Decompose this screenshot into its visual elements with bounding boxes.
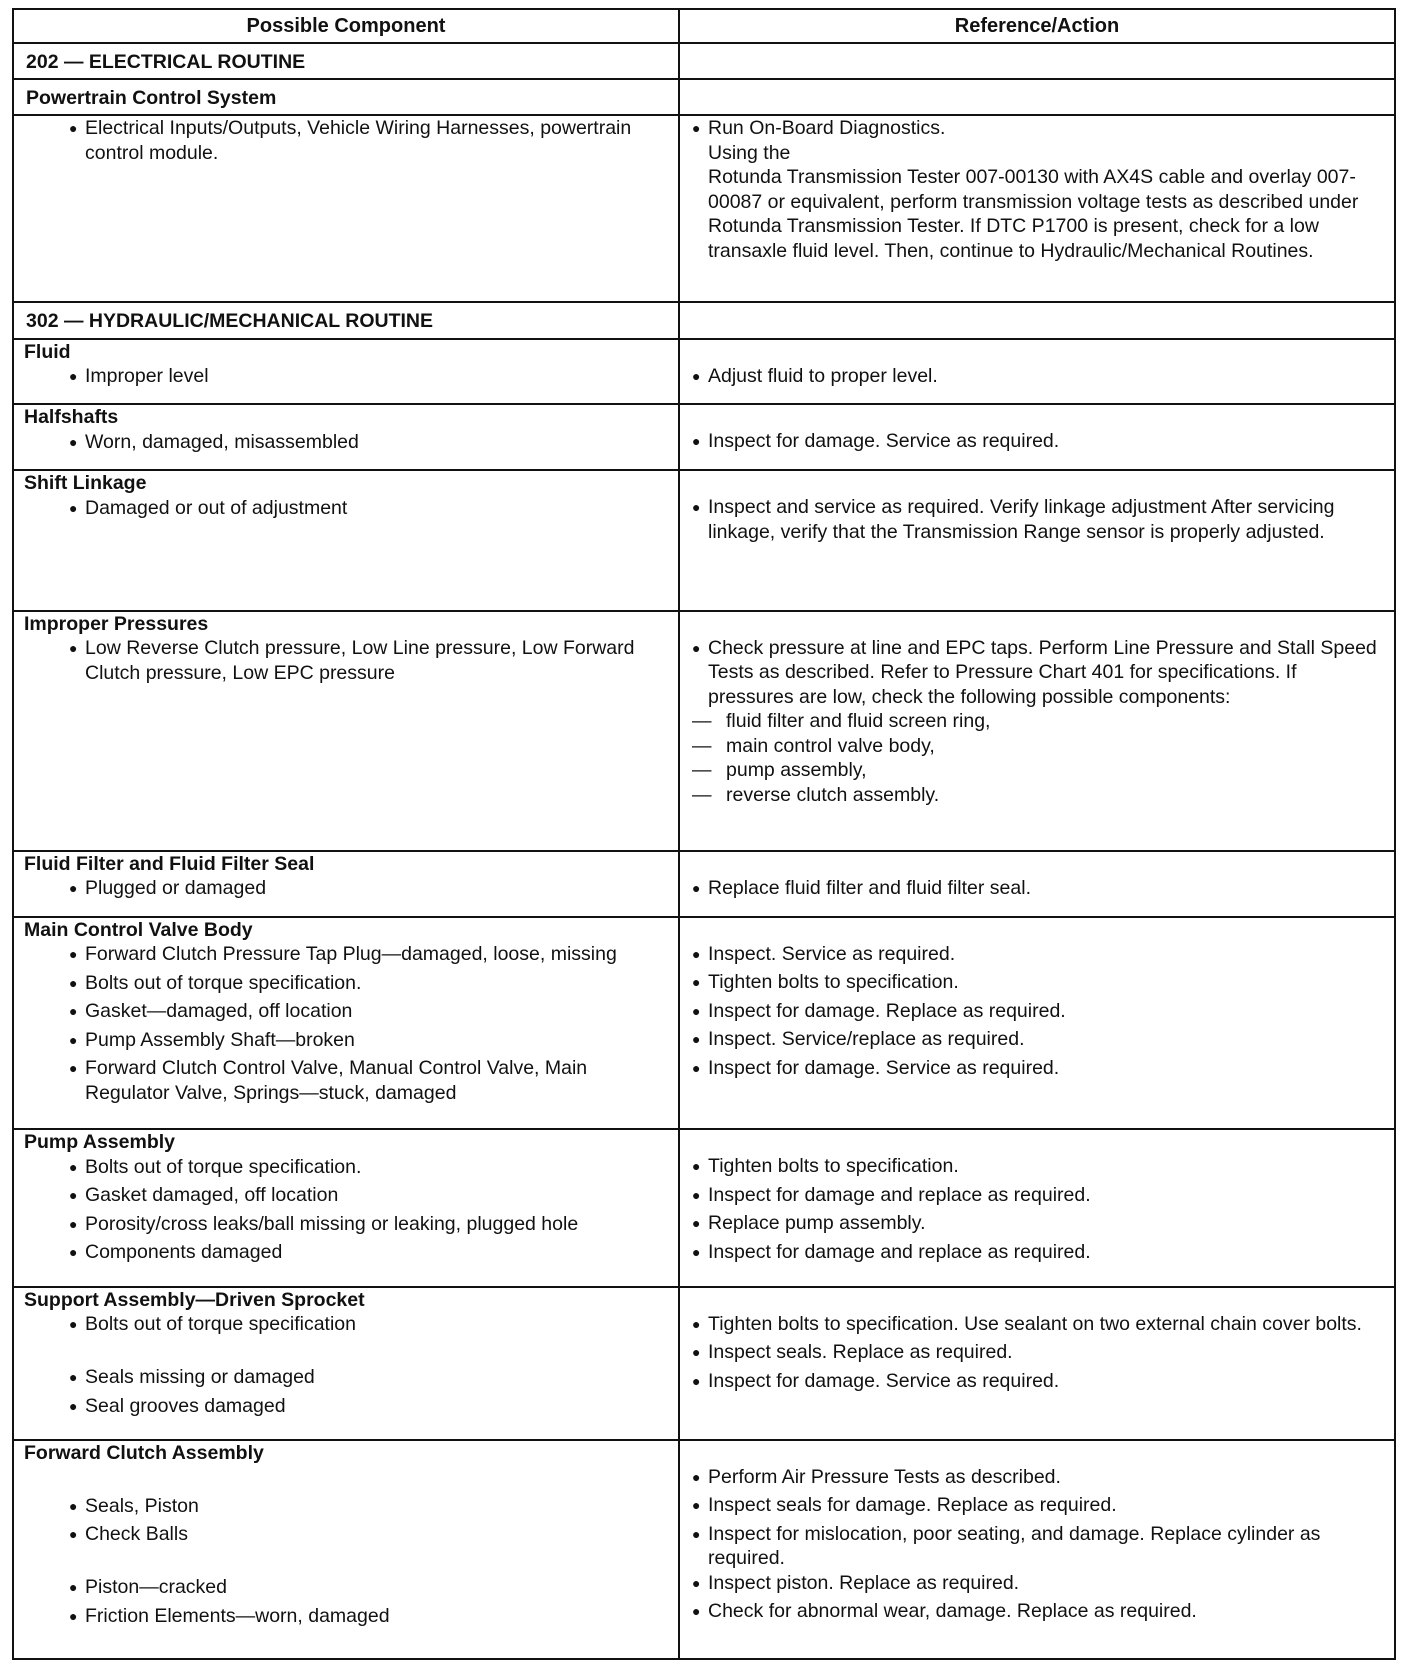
action-item — [680, 999, 1394, 1028]
action-item — [680, 1154, 1394, 1183]
group-heading: Main Control Valve Body — [24, 918, 253, 941]
action-item — [680, 1465, 1394, 1494]
action-cell — [679, 611, 1395, 851]
component-item — [14, 876, 678, 905]
action-item — [680, 1056, 1394, 1109]
bullet-text: ● Inspect seals. Replace as required. — [692, 1340, 1384, 1365]
bullet-text: ● Porosity/cross leaks/ball missing or leaking, plugged hole — [69, 1212, 670, 1237]
bullet-text: ● Damaged or out of adjustment — [69, 496, 670, 521]
table-row — [13, 79, 1395, 115]
bullet-text: ● Inspect for damage. Service as required. — [692, 1369, 1384, 1394]
action-cell — [679, 851, 1395, 917]
component-item — [14, 636, 678, 738]
section-title: 202 — ELECTRICAL ROUTINE — [13, 43, 679, 79]
header-reference-action: Reference/Action — [679, 9, 1395, 43]
bullet-text: ● Bolts out of torque specification. — [69, 971, 670, 996]
bullet-text: ● Bolts out of torque specification — [69, 1312, 670, 1337]
component-item — [14, 430, 678, 459]
bullet-text: ● Tighten bolts to specification. Use sealant on two external chain cover bolts. — [692, 1312, 1384, 1337]
action-item — [680, 429, 1394, 458]
action-cell — [679, 115, 1395, 302]
component-item — [14, 496, 678, 574]
header-possible-component: Possible Component — [13, 9, 679, 43]
table-row — [13, 339, 1395, 405]
table-header-row — [13, 9, 1395, 43]
action-cell — [679, 1129, 1395, 1286]
table-row — [13, 1287, 1395, 1440]
component-item — [14, 1365, 678, 1394]
bullet-text: ● Inspect and service as required. Verify linkage adjustment After servicing linkage, verify that the Transmission Range sensor is properly adjusted. — [692, 495, 1384, 544]
bullet-text: ● Inspect for damage. Replace as required. — [692, 999, 1384, 1024]
bullet-text: ● Inspect. Service as required. — [692, 942, 1384, 967]
action-item — [680, 1369, 1394, 1398]
bullet-text: ● Seals, Piston — [69, 1494, 670, 1519]
action-item — [680, 495, 1394, 544]
group-heading: Support Assembly—Driven Sprocket — [24, 1288, 365, 1311]
bullet-text: ● Plugged or damaged — [69, 876, 670, 901]
action-item — [680, 970, 1394, 999]
action-item — [680, 1312, 1394, 1341]
component-cell — [13, 1129, 679, 1286]
action-cell — [679, 1287, 1395, 1440]
table-row — [13, 43, 1395, 79]
component-cell — [13, 1440, 679, 1659]
bullet-text: ● Pump Assembly Shaft—broken — [69, 1028, 670, 1053]
bullet-text: ● Friction Elements—worn, damaged — [69, 1604, 670, 1629]
action-cell — [679, 339, 1395, 405]
group-heading: Fluid Filter and Fluid Filter Seal — [24, 852, 315, 875]
bullet-text: ● Inspect for damage and replace as required. — [692, 1240, 1384, 1265]
bullet-text: ● Inspect. Service/replace as required. — [692, 1027, 1384, 1052]
spacer — [680, 340, 1394, 364]
bullet-text: ● Bolts out of torque specification. — [69, 1155, 670, 1180]
bullet-text: ● Check Balls — [69, 1522, 670, 1547]
component-item — [14, 1312, 678, 1365]
component-item — [14, 1465, 678, 1494]
table-row — [13, 1129, 1395, 1286]
dash-text: — pump assembly, — [692, 758, 1384, 783]
action-cell — [679, 1440, 1395, 1659]
group-heading: Halfshafts — [24, 406, 119, 429]
spacer — [680, 1288, 1394, 1312]
table-row — [13, 851, 1395, 917]
component-item — [14, 1183, 678, 1212]
action-cell — [679, 43, 1395, 79]
action-item — [680, 116, 1394, 263]
dash-text: — reverse clutch assembly. — [692, 783, 1384, 808]
action-cell — [679, 302, 1395, 338]
component-item — [14, 1494, 678, 1523]
component-cell — [13, 115, 679, 302]
action-item — [680, 1493, 1394, 1522]
bullet-text: ● Check pressure at line and EPC taps. Perform Line Pressure and Stall Speed Tests as described. Refer to Pressure Chart 401 for specifications. If pressures are low, check the following possible components: — [692, 636, 1384, 710]
bullet-text: ● Inspect seals for damage. Replace as required. — [692, 1493, 1384, 1518]
action-cell — [679, 470, 1395, 610]
action-item — [680, 1240, 1394, 1269]
action-item — [680, 1340, 1394, 1369]
table-row — [13, 302, 1395, 338]
spacer — [680, 1441, 1394, 1465]
group-heading: Pump Assembly — [24, 1131, 175, 1154]
action-item — [680, 636, 1394, 710]
component-item — [14, 116, 678, 267]
action-item — [680, 1027, 1394, 1056]
component-cell — [13, 404, 679, 470]
component-cell — [13, 339, 679, 405]
bullet-text: ● Gasket—damaged, off location — [69, 999, 670, 1024]
action-item — [680, 1522, 1394, 1571]
component-item — [14, 1155, 678, 1184]
table-row — [13, 470, 1395, 610]
bullet-text: ● Inspect piston. Replace as required. — [692, 1571, 1384, 1596]
bullet-text: ● Tighten bolts to specification. — [692, 970, 1384, 995]
section-title: 302 — HYDRAULIC/MECHANICAL ROUTINE — [13, 302, 679, 338]
action-item — [680, 876, 1394, 905]
bullet-text: ● Forward Clutch Control Valve, Manual Control Valve, Main Regulator Valve, Springs—stuck, damaged — [69, 1056, 670, 1105]
component-item — [14, 1028, 678, 1057]
bullet-text: ● Forward Clutch Pressure Tap Plug—damaged, loose, missing — [69, 942, 670, 967]
bullet-text: ● Perform Air Pressure Tests as described. — [692, 1465, 1384, 1490]
component-item — [14, 1056, 678, 1105]
diagnosis-table — [12, 8, 1396, 1660]
bullet-text: ● Inspect for damage and replace as required. — [692, 1183, 1384, 1208]
bullet-text: ● Run On-Board Diagnostics. Using the Rotunda Transmission Tester 007-00130 with AX4S cable and overlay 007-00087 or equivalent, perform transmission voltage tests as described under Rotunda Transmission Tester. If DTC P1700 is present, check for a low transaxle fluid level. Then, continue to Hydraulic/Mechanical Routines. — [692, 116, 1384, 263]
spacer — [680, 852, 1394, 876]
component-cell — [13, 470, 679, 610]
component-item — [14, 1394, 678, 1423]
component-item — [14, 1212, 678, 1241]
sub-item — [680, 709, 1394, 734]
table-row — [13, 404, 1395, 470]
component-item — [14, 1240, 678, 1269]
action-cell — [679, 79, 1395, 115]
dash-text: — fluid filter and fluid screen ring, — [692, 709, 1384, 734]
bullet-text: ● Seal grooves damaged — [69, 1394, 670, 1419]
bullet-text: ● Tighten bolts to specification. — [692, 1154, 1384, 1179]
action-item — [680, 364, 1394, 393]
bullet-text: ● Improper level — [69, 364, 670, 389]
action-item — [680, 1599, 1394, 1628]
sub-item — [680, 783, 1394, 808]
action-item — [680, 1571, 1394, 1600]
bullet-text: ● Inspect for mislocation, poor seating, and damage. Replace cylinder as required. — [692, 1522, 1384, 1571]
action-cell — [679, 917, 1395, 1130]
spacer — [680, 405, 1394, 429]
component-item — [14, 999, 678, 1028]
component-item — [14, 1522, 678, 1575]
bullet-text: ● Adjust fluid to proper level. — [692, 364, 1384, 389]
section-title: Powertrain Control System — [13, 79, 679, 115]
component-item — [14, 1575, 678, 1604]
group-heading: Shift Linkage — [24, 472, 147, 495]
action-item — [680, 1183, 1394, 1212]
spacer — [680, 612, 1394, 636]
bullet-text: ● Replace fluid filter and fluid filter seal. — [692, 876, 1384, 901]
action-item — [680, 1211, 1394, 1240]
component-cell — [13, 1287, 679, 1440]
bullet-text: ● Components damaged — [69, 1240, 670, 1265]
table-row — [13, 115, 1395, 302]
bullet-text: ● Electrical Inputs/Outputs, Vehicle Wiring Harnesses, powertrain control module. — [69, 116, 670, 165]
bullet-text: ● Seals missing or damaged — [69, 1365, 670, 1390]
spacer — [680, 471, 1394, 495]
bullet-text: ● Worn, damaged, misassembled — [69, 430, 670, 455]
table-body — [13, 43, 1395, 1659]
bullet-text: ● Replace pump assembly. — [692, 1211, 1384, 1236]
group-heading: Forward Clutch Assembly — [24, 1441, 264, 1464]
bullet-text: ● Gasket damaged, off location — [69, 1183, 670, 1208]
group-heading: Improper Pressures — [24, 612, 209, 635]
bullet-text: ● Inspect for damage. Service as required. — [692, 429, 1384, 454]
table-row — [13, 1440, 1395, 1659]
sub-item — [680, 758, 1394, 783]
action-cell — [679, 404, 1395, 470]
spacer — [680, 1130, 1394, 1154]
table-row — [13, 917, 1395, 1130]
component-cell — [13, 611, 679, 851]
action-item — [680, 942, 1394, 971]
table-row — [13, 611, 1395, 851]
component-item — [14, 942, 678, 971]
bullet-text: ● Piston—cracked — [69, 1575, 670, 1600]
bullet-text: ● Check for abnormal wear, damage. Replace as required. — [692, 1599, 1384, 1624]
group-heading: Fluid — [24, 340, 71, 363]
component-item — [14, 1604, 678, 1633]
bullet-text: ● Low Reverse Clutch pressure, Low Line pressure, Low Forward Clutch pressure, Low EPC pressure — [69, 636, 670, 685]
bullet-text: ● Inspect for damage. Service as required. — [692, 1056, 1384, 1081]
component-item — [14, 971, 678, 1000]
component-item — [14, 364, 678, 393]
sub-item — [680, 734, 1394, 759]
spacer — [680, 918, 1394, 942]
component-cell — [13, 917, 679, 1130]
dash-text: — main control valve body, — [692, 734, 1384, 759]
component-cell — [13, 851, 679, 917]
